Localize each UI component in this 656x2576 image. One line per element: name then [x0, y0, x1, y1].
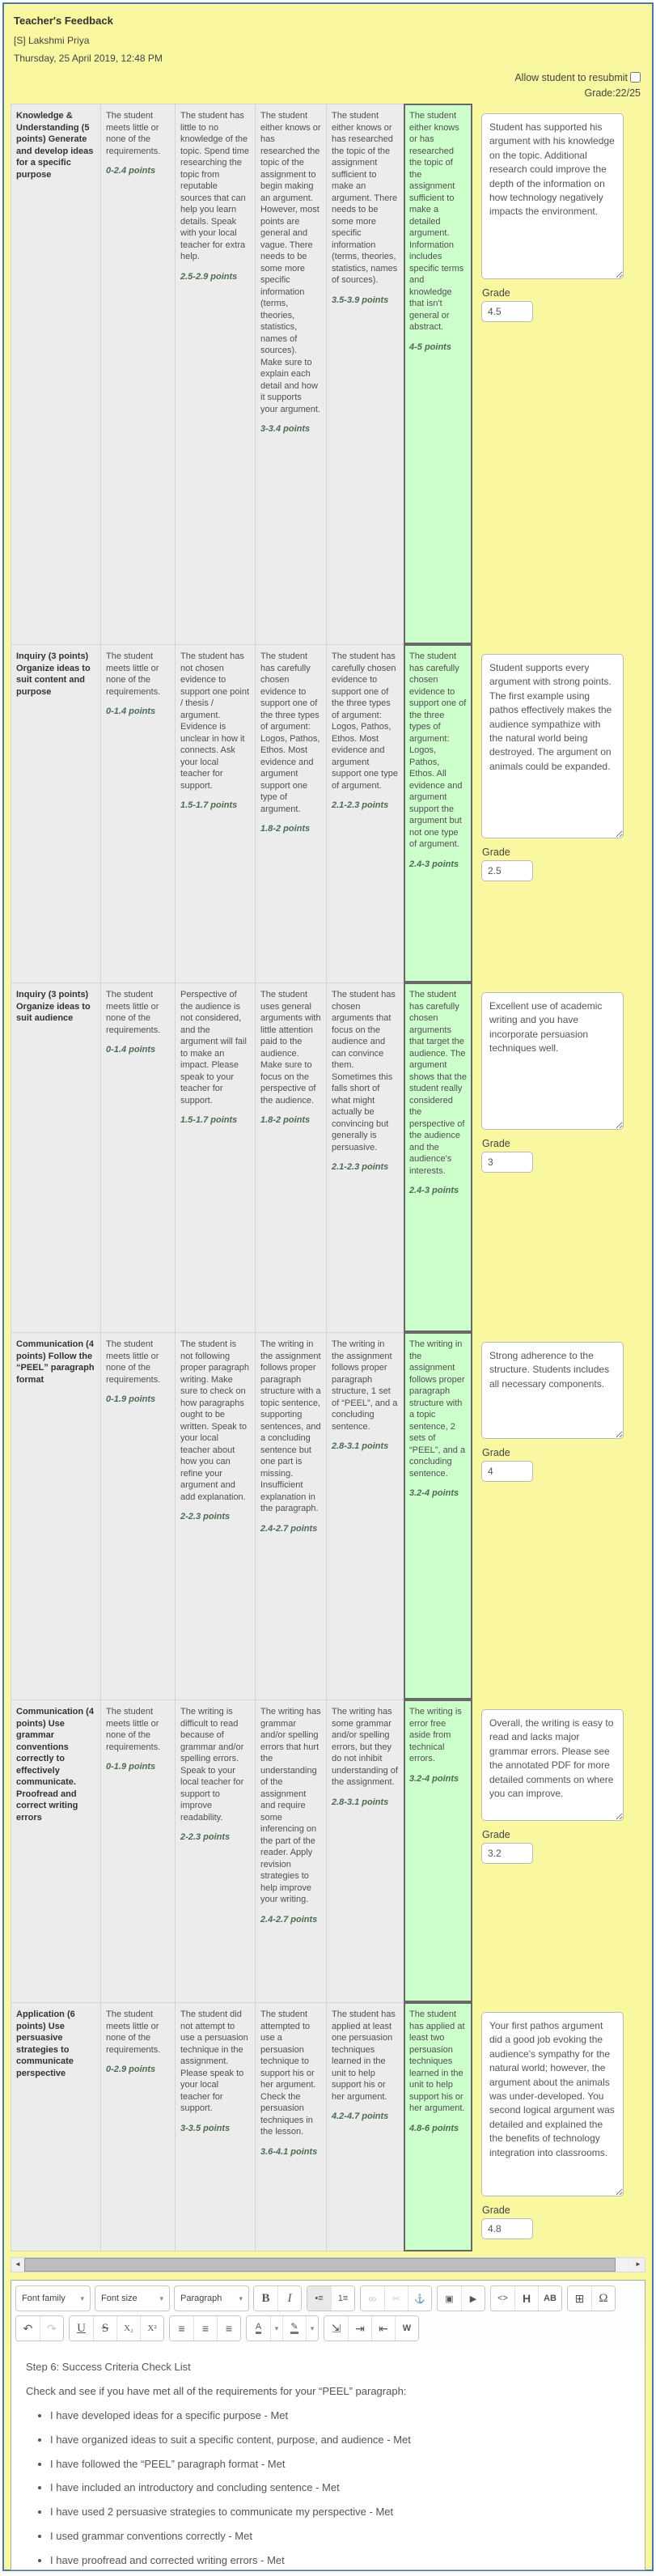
- find-replace-button[interactable]: [514, 2286, 538, 2311]
- grade-input[interactable]: [481, 860, 533, 881]
- level-points: 1.5-1.7 points: [180, 1115, 238, 1126]
- checklist-intro: Check and see if you have met all of the requirements for your “PEEL” paragraph:: [26, 2384, 407, 2397]
- criterion-cell: Knowledge & Understanding (5 points) Generate and develop ideas for a specific purpose: [11, 104, 100, 644]
- level-points: 2.8-3.1 points: [332, 1797, 389, 1807]
- level-points: 0-1.9 points: [106, 1394, 156, 1405]
- level-points: 1.5-1.7 points: [180, 800, 238, 811]
- checklist-item: • I have proofread and corrected writing errors - Met: [50, 2554, 630, 2568]
- chevron-down-icon: ▾: [274, 2323, 279, 2332]
- feedback-textarea[interactable]: [481, 2012, 624, 2196]
- level-points: 2.1-2.3 points: [332, 1162, 389, 1173]
- grade-input[interactable]: [481, 1843, 533, 1864]
- level-cell[interactable]: [100, 2002, 175, 2251]
- insert-image-button[interactable]: [438, 2286, 461, 2311]
- rubric-row-communication-peel: [11, 1332, 645, 1700]
- feedback-textarea[interactable]: [481, 113, 624, 279]
- level-text: The student meets little or none of the requirements.: [106, 1707, 161, 1752]
- level-cell[interactable]: [326, 1332, 404, 1700]
- indent-button[interactable]: [348, 2316, 371, 2340]
- insert-media-button[interactable]: [461, 2286, 485, 2311]
- level-text: The student has applied at least one persuasion techniques learned in the unit to help support his or her argument.: [332, 2009, 396, 2102]
- checklist-item: • I have followed the “PEEL” paragraph format - Met: [50, 2458, 630, 2472]
- level-cell[interactable]: [100, 104, 175, 644]
- strikethrough-button[interactable]: [93, 2316, 116, 2340]
- level-text: The writing in the assignment follows proper paragraph structure, 1 set of “PEEL”, and a concluding sentence.: [332, 1339, 398, 1432]
- paragraph-format-select[interactable]: Paragraph ▾: [174, 2285, 249, 2311]
- level-text: The student did not attempt to use a persuasion technique in the assignment. Please speak to your local teacher for support.: [180, 2009, 248, 2114]
- fullscreen-icon: ⇲: [331, 2321, 341, 2335]
- rubric-row-inquiry-content: [11, 644, 645, 982]
- level-text: The student has applied at least two persuasion techniques learned in the unit to help support his or her argument.: [409, 2009, 465, 2114]
- anchor-button[interactable]: [408, 2286, 431, 2311]
- level-cell-selected[interactable]: [404, 2002, 472, 2251]
- level-text: The student either knows or has researched the topic of the assignment sufficient to make an argument. There needs to be some more specific information (terms, theories, statistics, names of sources).: [332, 111, 398, 286]
- feedback-area: [472, 1332, 645, 1700]
- link-button[interactable]: [361, 2286, 384, 2311]
- checklist: [26, 2409, 630, 2568]
- chevron-down-icon: ▾: [239, 2294, 243, 2302]
- rich-text-editor: [11, 2280, 645, 2570]
- level-cell[interactable]: [255, 1700, 326, 2002]
- outdent-icon: ⇤: [379, 2321, 388, 2335]
- level-points: 0-2.9 points: [106, 2065, 156, 2075]
- grade-label: Grade: [482, 1829, 510, 1840]
- level-points: 2.8-3.1 points: [332, 1441, 389, 1452]
- scrollbar-track[interactable]: [616, 2258, 632, 2272]
- level-text: The writing in the assignment follows proper paragraph structure with a topic sentence, 2 sets of “PEEL”, and a concluding sentence.: [409, 1339, 466, 1479]
- autolink-icon: AB: [544, 2294, 557, 2303]
- text-color-dropdown[interactable]: [270, 2316, 282, 2340]
- level-text: The student has little to no knowledge of the topic. Spend time researching the topic from reputable sources that can help you learn details. Speak with your local teacher for extra help.: [180, 111, 249, 262]
- bold-icon: B: [261, 2291, 270, 2305]
- level-cell[interactable]: [326, 104, 404, 644]
- rubric-table: [11, 104, 645, 2251]
- grade-label: Grade: [482, 847, 510, 858]
- special-character-icon: Ω: [599, 2291, 608, 2305]
- allow-resubmit-label: [514, 72, 641, 83]
- chevron-down-icon: ▾: [310, 2323, 315, 2332]
- level-points: 2.4-2.7 points: [260, 1914, 318, 1925]
- grader-name: [S] Lakshmi Priya: [14, 35, 90, 46]
- align-center-icon: ≡: [201, 2322, 209, 2335]
- level-points: 3.2-4 points: [409, 1773, 459, 1784]
- level-cell[interactable]: [175, 982, 255, 1332]
- font-family-select[interactable]: Font family ▾: [15, 2285, 91, 2311]
- italic-button[interactable]: [277, 2286, 301, 2311]
- align-left-button[interactable]: [170, 2316, 193, 2340]
- grade-label: Grade: [482, 2205, 510, 2216]
- highlight-color-button[interactable]: [282, 2316, 306, 2340]
- level-cell-selected[interactable]: [404, 104, 472, 644]
- subscript-button[interactable]: [116, 2316, 140, 2340]
- grade-label: Grade: [482, 287, 510, 299]
- scroll-left-arrow-icon[interactable]: ◄: [11, 2258, 24, 2272]
- level-text: The student either knows or has researched the topic of the assignment sufficient to make a detailed argument. Information includes specific terms and knowledge that isn't general or abstract.: [409, 111, 464, 333]
- feedback-area: [472, 982, 645, 1332]
- scrollbar-thumb[interactable]: [24, 2258, 616, 2272]
- toolbar-row-2: [15, 2315, 641, 2341]
- highlight-color-dropdown[interactable]: [306, 2316, 318, 2340]
- level-cell[interactable]: [100, 1700, 175, 2002]
- rubric-row-inquiry-audience: [11, 982, 645, 1332]
- scroll-right-arrow-icon[interactable]: ►: [632, 2258, 645, 2272]
- level-points: 2-2.3 points: [180, 1512, 231, 1522]
- grade-input[interactable]: [481, 2218, 533, 2239]
- level-text: The student has carefully chosen evidence to support one of the three types of argument: Logos, Pathos, Ethos. Most evidence and argument support one type of argument.: [332, 651, 398, 791]
- checklist-item: • I have organized ideas to suit a specific content, purpose, and audience - Met: [50, 2434, 630, 2447]
- horizontal-scrollbar[interactable]: [11, 2257, 645, 2273]
- level-cell[interactable]: [255, 104, 326, 644]
- level-points: 3.2-4 points: [409, 1488, 459, 1499]
- criterion-cell: Inquiry (3 points) Organize ideas to suit audience: [11, 982, 100, 1332]
- level-points: 0-2.4 points: [106, 166, 156, 176]
- grade-summary: Grade:22/25: [584, 87, 641, 99]
- paste-from-word-button[interactable]: [395, 2316, 418, 2340]
- level-text: The writing in the assignment follows proper paragraph structure with a topic sentence, supporting sentences, and a concluding sentence but one part is missing. Insufficient explanation in the paragraph.: [260, 1339, 321, 1514]
- find-replace-icon: H: [522, 2292, 531, 2305]
- level-points: 4-5 points: [409, 342, 451, 352]
- superscript-icon: X²: [147, 2323, 157, 2333]
- grading-controls: [11, 70, 641, 99]
- level-cell[interactable]: [255, 982, 326, 1332]
- criterion-cell: Application (6 points) Use persuasive strategies to communicate perspective: [11, 2002, 100, 2251]
- subscript-icon: X₂: [124, 2323, 133, 2333]
- align-right-button[interactable]: [217, 2316, 240, 2340]
- grade-input[interactable]: [481, 1461, 533, 1482]
- level-points: 2.5-2.9 points: [180, 271, 238, 282]
- level-text: The student has carefully chosen evidence to support one of the three types of argument: Logos, Pathos, Ethos. Most evidence and argument support one type of argument.: [260, 651, 320, 814]
- feedback-area: [472, 2002, 645, 2251]
- editor-content-area[interactable]: [11, 2347, 645, 2568]
- level-cell[interactable]: [100, 1332, 175, 1700]
- level-points: 2.1-2.3 points: [332, 800, 389, 811]
- level-points: 0-1.4 points: [106, 707, 156, 717]
- highlight-color-icon: ✎: [290, 2323, 298, 2335]
- bullet-list-button[interactable]: [307, 2286, 331, 2311]
- feedback-date: Thursday, 25 April 2019, 12:48 PM: [14, 53, 163, 64]
- toolbar-row-1: [15, 2285, 641, 2311]
- level-cell[interactable]: [175, 104, 255, 644]
- level-points: 3-3.4 points: [260, 424, 311, 435]
- align-right-icon: ≡: [225, 2322, 233, 2335]
- checklist-heading: Step 6: Success Criteria Check List: [26, 2361, 191, 2373]
- autolink-button[interactable]: [538, 2286, 561, 2311]
- level-cell-selected[interactable]: [404, 644, 472, 982]
- level-text: The student meets little or none of the requirements.: [106, 990, 161, 1035]
- link-icon: ∞: [368, 2292, 377, 2305]
- bullet-list-icon: •≡: [315, 2294, 324, 2303]
- level-points: 3-3.5 points: [180, 2123, 231, 2133]
- grade-label: Grade: [482, 1447, 510, 1458]
- strikethrough-icon: S: [101, 2321, 109, 2335]
- rubric-row-communication-grammar: [11, 1700, 645, 2002]
- image-icon: ▣: [445, 2294, 454, 2304]
- level-cell-selected[interactable]: [404, 982, 472, 1332]
- level-text: The student meets little or none of the requirements.: [106, 2009, 161, 2055]
- level-cell[interactable]: [100, 982, 175, 1332]
- unlink-button[interactable]: [384, 2286, 408, 2311]
- grade-input[interactable]: [481, 301, 533, 322]
- feedback-textarea[interactable]: [481, 1342, 624, 1439]
- level-points: 2.4-3 points: [409, 859, 459, 869]
- level-cell[interactable]: [326, 2002, 404, 2251]
- feedback-area: [472, 104, 645, 644]
- level-text: The student is not following proper paragraph writing. Make sure to check on how paragraphs ought to be written. Speak to your local teacher about how you can refine your argument and add explanation.: [180, 1339, 250, 1502]
- level-cell[interactable]: [255, 644, 326, 982]
- underline-icon: U: [77, 2321, 86, 2335]
- checklist-item: • I used grammar conventions correctly - Met: [50, 2530, 630, 2544]
- text-color-button[interactable]: [247, 2316, 270, 2340]
- level-text: The student has chosen arguments that focus on the audience and can convince them. Sometimes this falls short of what might actually be convincing but generally is persuasive.: [332, 990, 396, 1152]
- bold-button[interactable]: [254, 2286, 277, 2311]
- grade-label: Grade: [482, 1138, 510, 1149]
- criterion-cell: Communication (4 points) Use grammar conventions correctly to effectively communicate. Proofread and correct writing errors: [11, 1700, 100, 2002]
- criterion-cell: Communication (4 points) Follow the “PEEL” paragraph format: [11, 1332, 100, 1700]
- align-left-icon: ≡: [178, 2322, 185, 2335]
- level-points: 3.6-4.1 points: [260, 2146, 318, 2157]
- level-text: The writing is difficult to read because of grammar and/or spelling errors. Speak to your local teacher for support to improve readability.: [180, 1707, 244, 1823]
- checklist-item: • I have included an introductory and concluding sentence - Met: [50, 2481, 630, 2495]
- italic-icon: I: [287, 2291, 292, 2305]
- level-cell[interactable]: [100, 644, 175, 982]
- level-cell[interactable]: [175, 644, 255, 982]
- level-points: 2-2.3 points: [180, 1832, 231, 1843]
- paste-word-icon: W: [402, 2323, 412, 2333]
- numbered-list-icon: 1≡: [337, 2294, 349, 2303]
- level-cell[interactable]: [175, 2002, 255, 2251]
- outdent-button[interactable]: [371, 2316, 395, 2340]
- html-code-button[interactable]: [491, 2286, 514, 2311]
- level-cell[interactable]: [326, 1700, 404, 2002]
- feedback-textarea[interactable]: [481, 654, 624, 838]
- fullscreen-button[interactable]: [324, 2316, 348, 2340]
- level-cell[interactable]: [326, 982, 404, 1332]
- feedback-panel: [2, 2, 654, 2571]
- level-text: The student either knows or has researched the topic of the assignment to begin making an argument. However, most points are general and vague. There needs to be some more specific information (terms, theories, statistics, names of sources). Make sure to explain each detail and how it supports your argument.: [260, 111, 321, 414]
- level-points: 4.8-6 points: [409, 2123, 459, 2133]
- feedback-textarea[interactable]: [481, 1709, 624, 1821]
- chevron-down-icon: ▾: [80, 2294, 84, 2302]
- editor-toolbar: [11, 2281, 645, 2347]
- special-character-button[interactable]: [591, 2286, 615, 2311]
- level-points: 2.4-3 points: [409, 1186, 459, 1196]
- code-icon: <>: [497, 2294, 508, 2303]
- indent-icon: ⇥: [355, 2321, 365, 2335]
- allow-resubmit-text: Allow student to resubmit: [514, 72, 628, 83]
- feedback-area: [472, 1700, 645, 2002]
- superscript-button[interactable]: [140, 2316, 163, 2340]
- level-cell[interactable]: [255, 1332, 326, 1700]
- rubric-row-application: [11, 2002, 645, 2251]
- level-text: The student has carefully chosen arguments that target the audience. The argument shows that the student really considered the perspective of the audience and the audience's interests.: [409, 990, 467, 1176]
- font-size-select[interactable]: Font size ▾: [95, 2285, 170, 2311]
- feedback-textarea[interactable]: [481, 992, 624, 1130]
- redo-button[interactable]: [40, 2316, 63, 2340]
- insert-table-button[interactable]: [568, 2286, 591, 2311]
- level-text: The student meets little or none of the requirements.: [106, 651, 161, 697]
- feedback-area: [472, 644, 645, 982]
- level-cell[interactable]: [255, 2002, 326, 2251]
- criterion-cell: Inquiry (3 points) Organize ideas to suit content and purpose: [11, 644, 100, 982]
- undo-button[interactable]: [16, 2316, 40, 2340]
- level-points: 0-1.9 points: [106, 1762, 156, 1772]
- checklist-item: • I have developed ideas for a specific purpose - Met: [50, 2409, 630, 2423]
- level-text: The student has not chosen evidence to support one point / thesis / argument. Evidence is unclear in how it connects. Ask your local teacher for support.: [180, 651, 250, 791]
- anchor-icon: ⚓: [414, 2294, 425, 2304]
- level-text: The student attempted to use a persuasion technique to support his or her argument. Check the persuasion techniques in the lesson.: [260, 2009, 316, 2137]
- undo-icon: ↶: [23, 2321, 33, 2335]
- align-center-button[interactable]: [193, 2316, 217, 2340]
- checklist-item: • I have used 2 persuasive strategies to communicate my perspective - Met: [50, 2506, 630, 2519]
- level-cell[interactable]: [175, 1332, 255, 1700]
- level-text: Perspective of the audience is not considered, and the argument will fail to make an impact. Please speak to your teacher for support.: [180, 990, 247, 1106]
- level-text: The writing has grammar and/or spelling errors that hurt the understanding of the assignment and require some inferencing on the part of the reader. Apply revision strategies to help improve your writing.: [260, 1707, 321, 1905]
- numbered-list-button[interactable]: [331, 2286, 354, 2311]
- level-cell[interactable]: [175, 1700, 255, 2002]
- allow-resubmit-checkbox[interactable]: [630, 72, 641, 83]
- level-cell-selected[interactable]: [404, 1700, 472, 2002]
- level-text: The student meets little or none of the requirements.: [106, 1339, 161, 1385]
- level-points: 1.8-2 points: [260, 824, 311, 834]
- table-icon: ⊞: [574, 2291, 585, 2305]
- level-cell-selected[interactable]: [404, 1332, 472, 1700]
- page-title: Teacher's Feedback: [14, 15, 113, 27]
- text-color-icon: A: [256, 2323, 261, 2335]
- underline-button[interactable]: [70, 2316, 93, 2340]
- level-cell[interactable]: [326, 644, 404, 982]
- redo-icon: ↷: [47, 2321, 57, 2335]
- level-points: 0-1.4 points: [106, 1045, 156, 1055]
- level-points: 4.2-4.7 points: [332, 2111, 389, 2122]
- level-points: 2.4-2.7 points: [260, 1523, 318, 1534]
- media-icon: ▶: [469, 2294, 477, 2304]
- level-text: The student uses general arguments with little attention paid to the audience. Make sure to focus on the perspective of the audience.: [260, 990, 321, 1106]
- grade-input[interactable]: [481, 1152, 533, 1173]
- rubric-row-knowledge: [11, 104, 645, 644]
- level-points: 3.5-3.9 points: [332, 295, 389, 305]
- level-text: The student meets little or none of the requirements.: [106, 111, 161, 156]
- unlink-icon: ✂: [392, 2294, 400, 2304]
- level-text: The writing is error free aside from technical errors.: [409, 1707, 462, 1764]
- level-points: 1.8-2 points: [260, 1115, 311, 1126]
- level-text: The writing has some grammar and/or spelling errors, but they do not inhibit understanding of the assignment.: [332, 1707, 398, 1788]
- level-text: The student has carefully chosen evidence to support one of the three types of argument: Logos, Pathos, Ethos. All evidence and argument support the argument but not one type of argument.: [409, 651, 467, 850]
- chevron-down-icon: ▾: [159, 2294, 163, 2302]
